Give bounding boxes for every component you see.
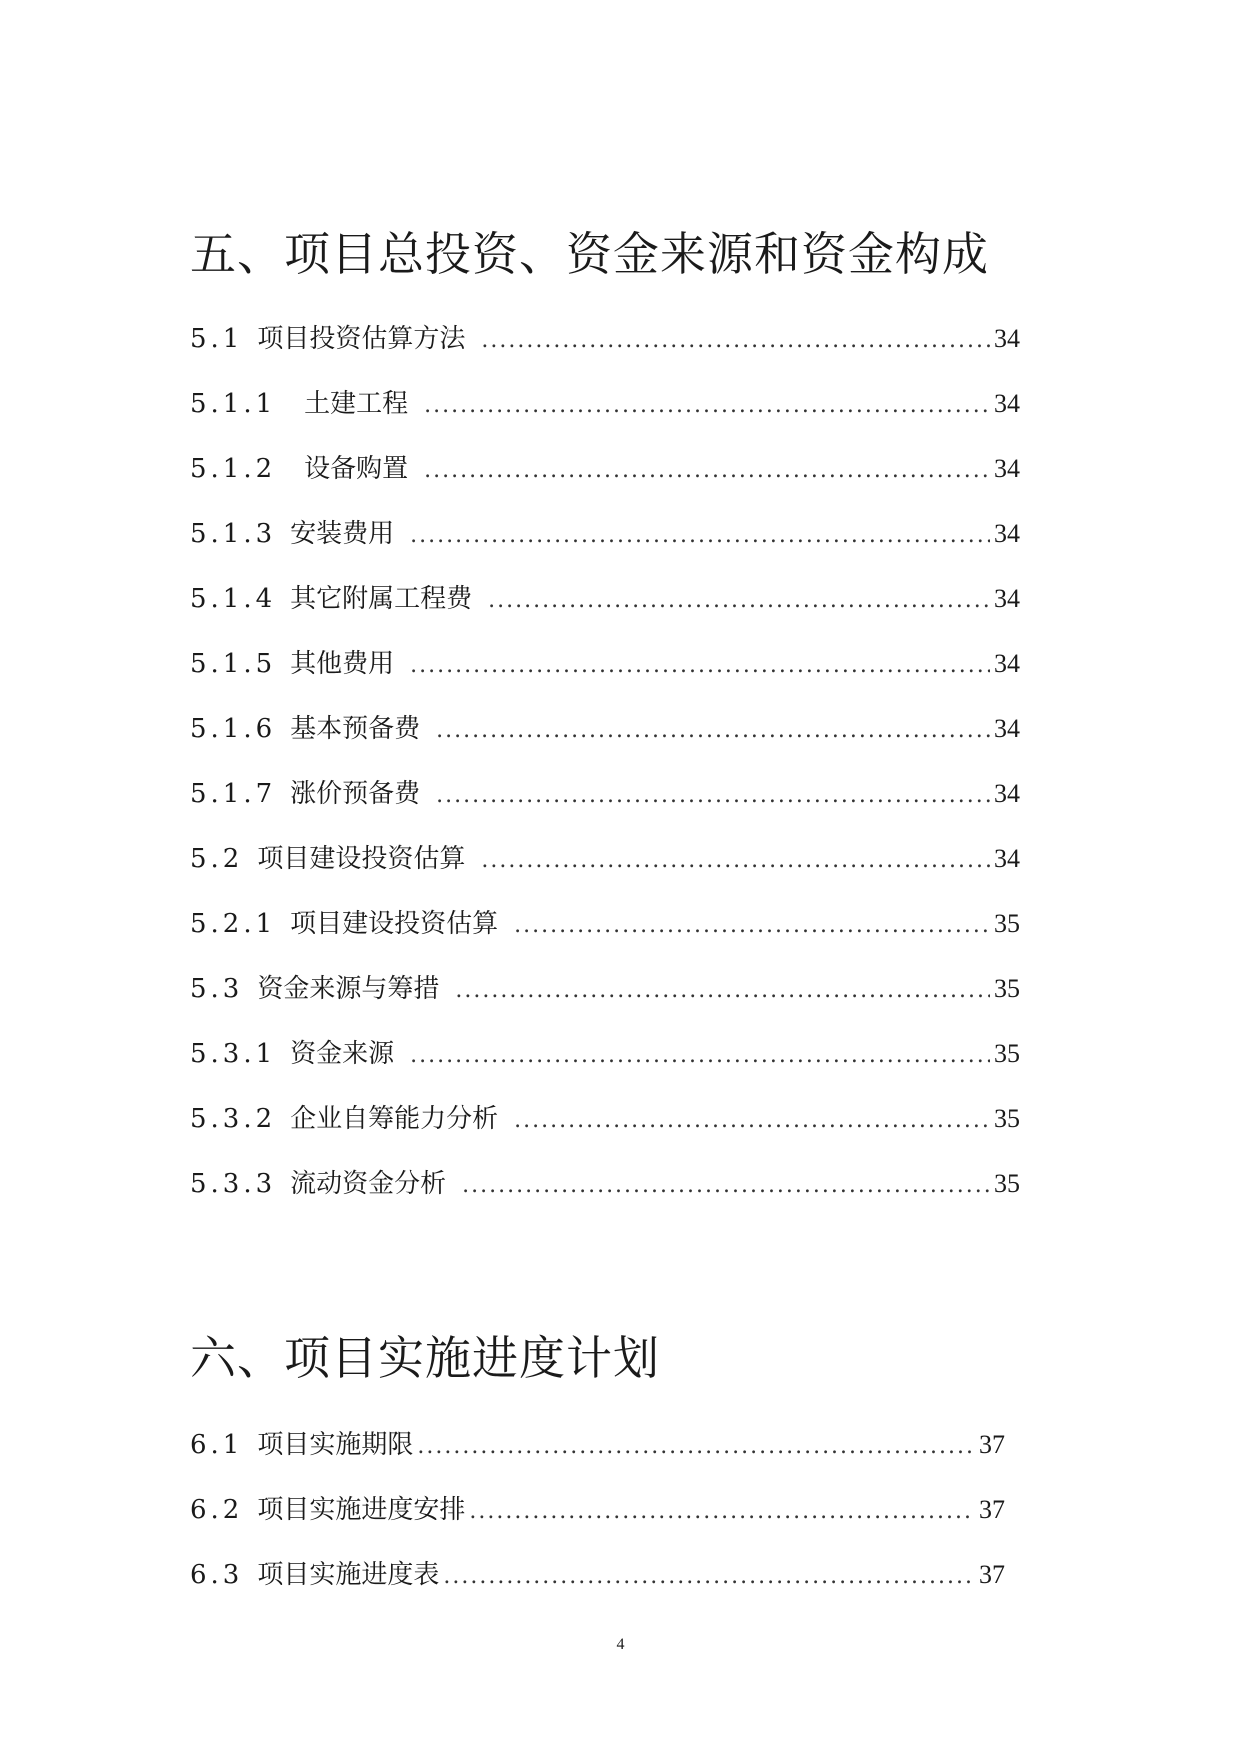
- toc-entry-page: 34: [994, 714, 1020, 743]
- toc-entry-number: 5.3.1: [190, 1039, 277, 1069]
- dot-leader: [443, 1564, 975, 1589]
- toc-entry[interactable]: [190, 903, 1020, 943]
- toc-entry-page: 34: [994, 844, 1020, 873]
- toc-entry-number: 5.2.1: [190, 909, 277, 939]
- page-number: 4: [616, 1636, 625, 1653]
- toc-entry-number: 5.1.7: [190, 779, 277, 809]
- toc-entry-title: 项目实施进度表: [257, 1560, 440, 1590]
- toc-entry-title: 项目建设投资估算: [257, 844, 466, 874]
- toc-entry-number: 6.1: [190, 1430, 244, 1460]
- toc-entry[interactable]: [190, 383, 1020, 423]
- dot-leader: [436, 718, 990, 743]
- toc-entry-number: 5.3.2: [190, 1104, 277, 1134]
- toc-entry-number: 6.2: [190, 1495, 244, 1525]
- toc-entry-page: 34: [994, 519, 1020, 548]
- toc-entry[interactable]: [190, 773, 1020, 813]
- toc-entry-title: 流动资金分析: [290, 1169, 447, 1199]
- toc-entry-page: 37: [979, 1560, 1005, 1589]
- toc-entry-number: 5.3.3: [190, 1169, 277, 1199]
- toc-entry-page: 34: [994, 389, 1020, 418]
- toc-entry-title: 其它附属工程费: [290, 584, 473, 614]
- toc-entry[interactable]: [190, 578, 1020, 618]
- toc-entry[interactable]: [190, 1489, 1005, 1529]
- toc-entry-page: 35: [994, 1169, 1020, 1198]
- toc-entry-title: 安装费用: [290, 519, 395, 549]
- dot-leader: [424, 458, 990, 483]
- toc-entry-title: 涨价预备费: [290, 779, 421, 809]
- toc-entry-page: 35: [994, 1104, 1020, 1133]
- toc-entry-page: 34: [994, 584, 1020, 613]
- toc-entry-title: 资金来源: [290, 1039, 395, 1069]
- toc-entry[interactable]: [190, 708, 1020, 748]
- dot-leader: [417, 1434, 975, 1459]
- toc-entry-page: 35: [994, 909, 1020, 938]
- toc-entry-title: 土建工程: [304, 389, 409, 419]
- toc-entry-title: 基本预备费: [290, 714, 421, 744]
- dot-leader: [455, 978, 990, 1003]
- toc-entry[interactable]: [190, 643, 1020, 683]
- dot-leader: [481, 848, 990, 873]
- dot-leader: [514, 913, 990, 938]
- toc-entry[interactable]: [190, 513, 1020, 553]
- toc-entry-title: 项目建设投资估算: [290, 909, 499, 939]
- section-heading-6: 六、项目实施进度计划: [190, 1331, 660, 1385]
- toc-entry[interactable]: [190, 968, 1020, 1008]
- dot-leader: [469, 1499, 975, 1524]
- toc-entry-number: 5.1.2: [190, 454, 277, 484]
- toc-entry-number: 5.3: [190, 974, 244, 1004]
- toc-entry-number: 5.1.6: [190, 714, 277, 744]
- toc-entry[interactable]: [190, 838, 1020, 878]
- toc-entry-number: 5.1: [190, 324, 244, 354]
- toc-entry-number: 5.1.5: [190, 649, 277, 679]
- toc-entry[interactable]: [190, 1424, 1005, 1464]
- toc-entry-title: 项目实施期限: [257, 1430, 414, 1460]
- toc-entry[interactable]: [190, 318, 1020, 358]
- dot-leader: [436, 783, 990, 808]
- dot-leader: [424, 393, 990, 418]
- toc-entry-title: 企业自筹能力分析: [290, 1104, 499, 1134]
- dot-leader: [481, 328, 990, 353]
- toc-entry-page: 37: [979, 1430, 1005, 1459]
- toc-entry-page: 35: [994, 1039, 1020, 1068]
- toc-entry-page: 37: [979, 1495, 1005, 1524]
- toc-entry-page: 34: [994, 324, 1020, 353]
- toc-entry-title: 设备购置: [304, 454, 409, 484]
- toc-entry-title: 资金来源与筹措: [257, 974, 440, 1004]
- toc-entry-title: 项目投资估算方法: [257, 324, 466, 354]
- section-heading-5: 五、项目总投资、资金来源和资金构成: [190, 227, 989, 281]
- dot-leader: [488, 588, 990, 613]
- toc-entry[interactable]: [190, 448, 1020, 488]
- toc-entry-number: 6.3: [190, 1560, 244, 1590]
- toc-entry-page: 35: [994, 974, 1020, 1003]
- dot-leader: [462, 1173, 990, 1198]
- toc-entry[interactable]: [190, 1554, 1005, 1594]
- toc-entry-title: 项目实施进度安排: [257, 1495, 466, 1525]
- toc-entry-title: 其他费用: [290, 649, 395, 679]
- toc-entry-number: 5.2: [190, 844, 244, 874]
- toc-entry-number: 5.1.3: [190, 519, 277, 549]
- dot-leader: [410, 653, 990, 678]
- toc-entry-page: 34: [994, 454, 1020, 483]
- toc-entry-page: 34: [994, 649, 1020, 678]
- toc-entry-number: 5.1.1: [190, 389, 277, 419]
- toc-entry[interactable]: [190, 1163, 1020, 1203]
- dot-leader: [410, 523, 990, 548]
- toc-entry-page: 34: [994, 779, 1020, 808]
- toc-entry-number: 5.1.4: [190, 584, 277, 614]
- dot-leader: [514, 1108, 990, 1133]
- toc-entry[interactable]: [190, 1033, 1020, 1073]
- dot-leader: [410, 1043, 990, 1068]
- toc-entry[interactable]: [190, 1098, 1020, 1138]
